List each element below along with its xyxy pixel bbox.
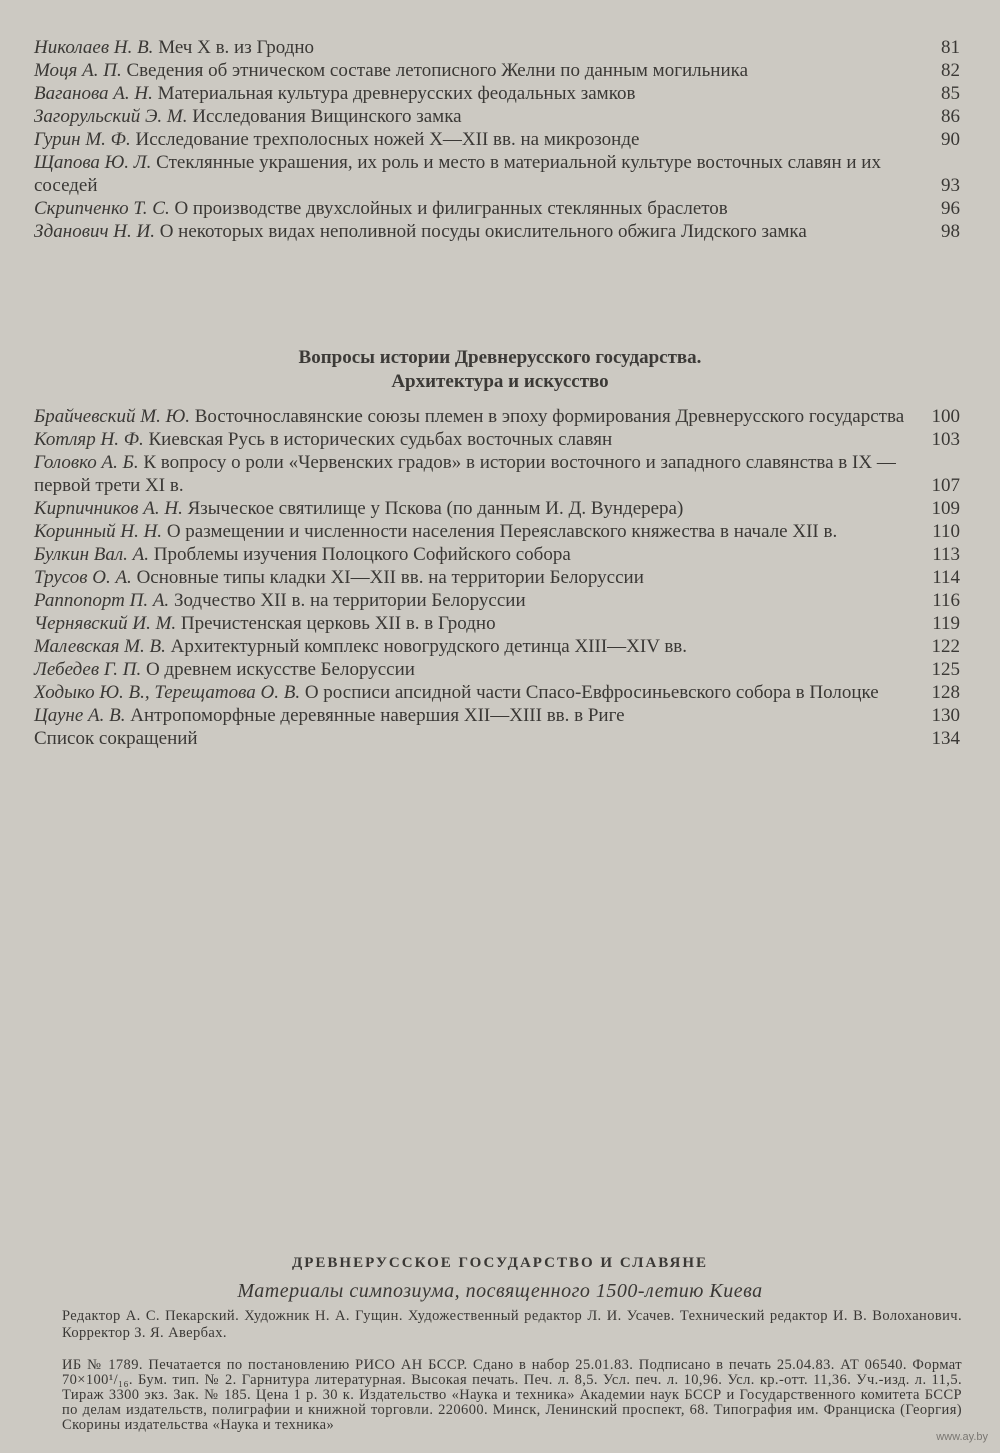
toc-entry-author: Булкин Вал. А. — [34, 544, 149, 565]
toc-entry — [34, 658, 960, 681]
toc-entry — [34, 704, 960, 727]
toc-entry-author: Зданович Н. И. — [34, 221, 155, 242]
toc-entry-page-number: 96 — [941, 198, 960, 219]
toc-entry-author: Ваганова А. Н. — [34, 83, 153, 104]
toc-entry-title: Антропоморфные деревянные навершия XII—XIII вв. в Риге — [125, 705, 625, 726]
section-heading — [0, 346, 1000, 394]
toc-entry-page-number: 110 — [932, 521, 960, 542]
toc-entry-author: Николаев Н. В. — [34, 37, 154, 58]
toc-entry-author: Моця А. П. — [34, 60, 122, 81]
toc-entry-title: Список сокращений — [34, 728, 198, 749]
toc-entry-author: Чернявский И. М. — [34, 613, 177, 634]
toc-entry-page-number: 113 — [932, 544, 960, 565]
toc-entry — [34, 566, 960, 589]
toc-entry-author: Цауне А. В. — [34, 705, 126, 726]
toc-entry-page-number: 109 — [931, 498, 960, 519]
watermark: www.ay.by — [936, 1431, 988, 1443]
toc-entry-title: К вопросу о роли «Червенских градов» в истории восточного и западного славянства в IX — первой трети XI в. — [34, 452, 896, 496]
toc-entry — [34, 197, 960, 220]
toc-entry — [34, 520, 960, 543]
toc-entry-page-number: 119 — [932, 613, 960, 634]
toc-entry-title: Стеклянные украшения, их роль и место в материальной культуре восточных славян и их соседей — [34, 152, 881, 196]
section-heading-line1: Вопросы истории Древнерусского государства. — [298, 347, 702, 368]
toc-entry — [34, 36, 960, 59]
toc-entry — [34, 635, 960, 658]
toc-entry — [34, 497, 960, 520]
toc-entry-author: Малевская М. В. — [34, 636, 166, 657]
toc-entry-page-number: 122 — [931, 636, 960, 657]
toc-entry — [34, 451, 960, 497]
toc-entry-author: Брайчевский М. Ю. — [34, 406, 190, 427]
toc-entry-author: Коринный Н. Н. — [34, 521, 163, 542]
toc-entry-page-number: 93 — [941, 175, 960, 196]
toc-entry-title: Зодчество XII в. на территории Белоруссии — [169, 590, 526, 611]
toc-entry-page-number: 116 — [932, 590, 960, 611]
toc-entry — [34, 612, 960, 635]
toc-entry-page-number: 86 — [941, 106, 960, 127]
toc-entry-author: Трусов О. А. — [34, 567, 132, 588]
toc-entry-title: Сведения об этническом составе летописного Желни по данным могильника — [121, 60, 749, 81]
toc-entry-author: Ходыко Ю. В., Терещатова О. В. — [34, 682, 301, 703]
toc-entry-title: О древнем искусстве Белоруссии — [141, 659, 415, 680]
toc-entry-page-number: 82 — [941, 60, 960, 81]
toc-entry — [34, 59, 960, 82]
toc-entry-title: О производстве двухслойных и филигранных стеклянных браслетов — [169, 198, 728, 219]
toc-entry — [34, 727, 960, 750]
imprint-subtitle: Материалы симпозиума, посвященного 1500-летию Киева — [237, 1280, 763, 1302]
toc-entry-title: Меч X в. из Гродно — [153, 37, 315, 58]
toc-entry-title: Пречистенская церковь XII в. в Гродно — [176, 613, 496, 634]
toc-entry-title: Языческое святилище у Пскова (по данным И. Д. Вундерера) — [182, 498, 684, 519]
toc-entry-title: О размещении и численности населения Переяславского княжества в начале XII в. — [162, 521, 838, 542]
toc-entry-page-number: 128 — [931, 682, 960, 703]
toc-entry-author: Скрипченко Т. С. — [34, 198, 170, 219]
imprint-book-title: ДРЕВНЕРУССКОЕ ГОСУДАРСТВО И СЛАВЯНЕ — [291, 1255, 709, 1271]
toc-entry-title: Проблемы изучения Полоцкого Софийского собора — [149, 544, 571, 565]
toc-entry-title: Восточнославянские союзы племен в эпоху формирования Древнерусского государства — [189, 406, 905, 427]
toc-entry-page-number: 125 — [931, 659, 960, 680]
toc-entry — [34, 105, 960, 128]
toc-entry-title: Материальная культура древнерусских феодальных замков — [152, 83, 636, 104]
toc-entry — [34, 128, 960, 151]
toc-entry-page-number: 81 — [941, 37, 960, 58]
toc-entry-author: Гурин М. Ф. — [34, 129, 131, 150]
toc-entry — [34, 543, 960, 566]
toc-entry-author: Щапова Ю. Л. — [34, 152, 152, 173]
toc-entry-author: Кирпичников А. Н. — [34, 498, 183, 519]
toc-entry-author: Раппопорт П. А. — [34, 590, 170, 611]
toc-entry-page-number: 100 — [931, 406, 960, 427]
toc-entry-page-number: 134 — [931, 728, 960, 749]
toc-entry-title: О некоторых видах неполивной посуды окислительного обжига Лидского замка — [154, 221, 807, 242]
toc-entry — [34, 151, 960, 197]
toc-entry-author: Загорульский Э. М. — [34, 106, 188, 127]
toc-entry-title: Архитектурный комплекс новогрудского детинца XIII—XIV вв. — [165, 636, 688, 657]
toc-entry-title: Исследование трехполосных ножей X—XII вв. на микрозонде — [130, 129, 640, 150]
toc-entry — [34, 82, 960, 105]
toc-entry-title: Исследования Вищинского замка — [187, 106, 462, 127]
toc-entry-author: Котляр Н. Ф. — [34, 429, 144, 450]
toc-entry-page-number: 98 — [941, 221, 960, 242]
toc-entry-author: Лебедев Г. П. — [34, 659, 142, 680]
toc-entry — [34, 428, 960, 451]
imprint-credits: Редактор А. С. Пекарский. Художник Н. А. Гущин. Художественный редактор Л. И. Усачев. Технический редактор И. В. Волоханович. Корректор З. Я. Авербах. — [62, 1308, 962, 1341]
toc-entry-page-number: 85 — [941, 83, 960, 104]
toc-entry-page-number: 114 — [932, 567, 960, 588]
imprint-body: ИБ № 1789. Печатается по постановлению РИСО АН БССР. Сдано в набор 25.01.83. Подписано в печать 25.04.83. АТ 06540. Формат 70×100¹/₁₆. Бум. тип. № 2. Гарнитура литературная. Высокая печать. Печ. л. 8,5. Усл. печ. л. 10,96. Усл. кр.-отт. 11,36. Уч.-изд. л. 11,5. Тираж 3300 экз. Зак. № 185. Цена 1 р. 30 к. Издательство «Наука и техника» Академии наук БССР и Государственного комитета БССР по делам издательств, полиграфии и книжной торговли. 220600. Минск, Ленинский проспект, 68. Типография им. Франциска (Георгия) Скорины издательства «Наука и техника» — [62, 1357, 962, 1433]
toc-entry-page-number: 130 — [931, 705, 960, 726]
toc-entry-title: Киевская Русь в исторических судьбах восточных славян — [143, 429, 613, 450]
toc-entry — [34, 220, 960, 243]
toc-entry-page-number: 103 — [931, 429, 960, 450]
toc-list-part2 — [34, 405, 960, 750]
toc-list-part1 — [34, 36, 960, 243]
section-heading-line2: Архитектура и искусство — [391, 371, 609, 392]
toc-entry — [34, 589, 960, 612]
toc-entry — [34, 405, 960, 428]
toc-entry-title: Основные типы кладки XI—XII вв. на территории Белоруссии — [131, 567, 644, 588]
toc-entry-page-number: 107 — [931, 475, 960, 496]
toc-entry — [34, 681, 960, 704]
toc-entry-page-number: 90 — [941, 129, 960, 150]
toc-entry-title: О росписи апсидной части Спасо-Евфросиньевского собора в Полоцке — [300, 682, 879, 703]
toc-entry-author: Головко А. Б. — [34, 452, 139, 473]
